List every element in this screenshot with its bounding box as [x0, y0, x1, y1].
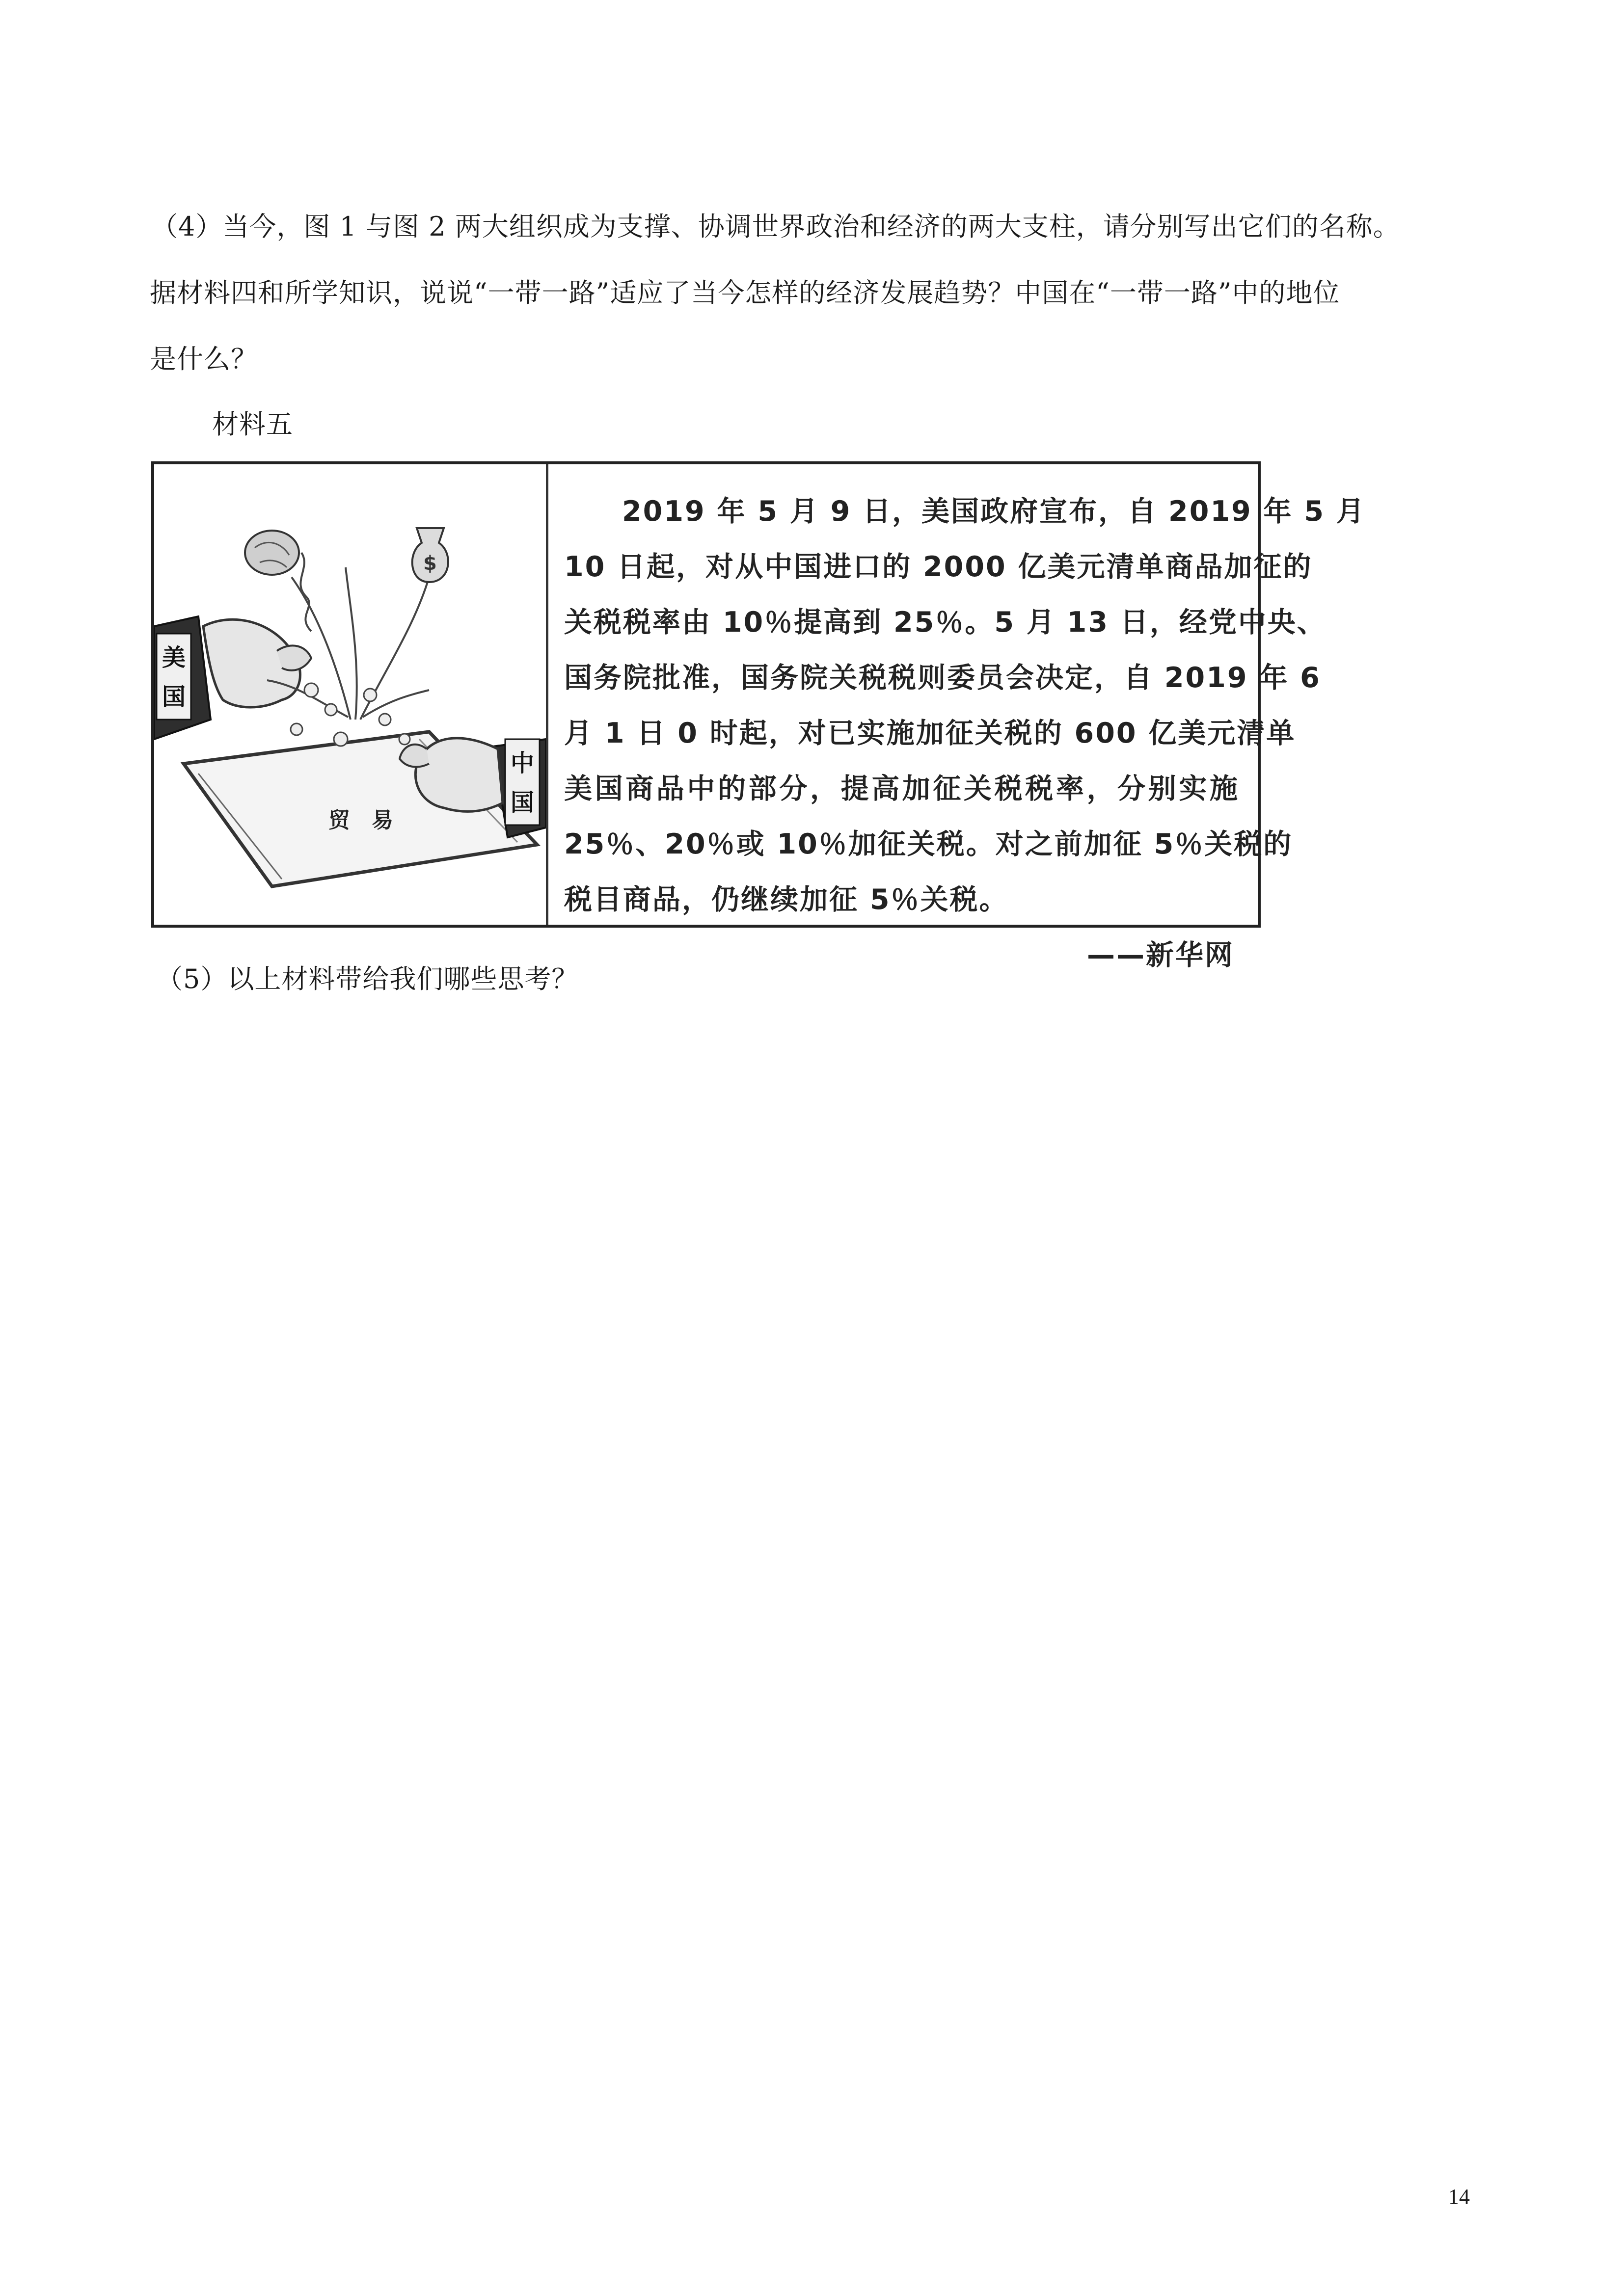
news-line-6: 美国商品中的部分，提高加征关税税率，分别实施 [564, 773, 1239, 805]
news-line-1: 2019 年 5 月 9 日，美国政府宣布，自 2019 年 5 月 [622, 495, 1366, 528]
news-excerpt [564, 484, 1366, 983]
trade-war-cartoon [154, 464, 546, 925]
news-source: ——新华网 [1087, 939, 1234, 971]
right-hand [415, 738, 503, 812]
china-label-char-2: 国 [511, 789, 535, 816]
news-line-5: 月 1 日 0 时起，对已实施加征关税的 600 亿美元清单 [564, 717, 1296, 749]
svg-text:$: $ [423, 552, 437, 575]
question-5: （5）以上材料带给我们哪些思考？ [156, 963, 579, 994]
material-5-label: 材料五 [212, 409, 293, 440]
material-divider [546, 464, 548, 925]
question-4-line-1: （4）当今，图 1 与图 2 两大组织成为支撑、协调世界政治和经济的两大支柱，请分别写出它们的名称。 [151, 211, 1400, 242]
news-line-4: 国务院批准，国务院关税税则委员会决定，自 2019 年 6 [564, 662, 1321, 694]
material-5-box [151, 461, 1366, 971]
news-line-3: 关税税率由 10％提高到 25％。5 月 13 日，经党中央、 [564, 606, 1326, 639]
trade-label: 贸 易 [328, 808, 393, 833]
page-number: 14 [1448, 2185, 1470, 2209]
news-line-7: 25％、20％或 10％加征关税。对之前加征 5％关税的 [564, 828, 1293, 860]
question-4-line-3: 是什么？ [150, 344, 258, 374]
question-4-line-2: 据材料四和所学知识，说说“一带一路”适应了当今怎样的经济发展趋势？中国在“一带一路”中的地位 [150, 277, 1340, 308]
china-label-char-1: 中 [511, 749, 535, 777]
news-line-8: 税目商品，仍继续加征 5％关税。 [564, 883, 1009, 916]
crumpled-ball [245, 531, 299, 575]
usa-label-char-1: 美 [162, 644, 186, 671]
usa-label-char-2: 国 [162, 683, 186, 711]
news-line-2: 10 日起，对从中国进口的 2000 亿美元清单商品加征的 [564, 551, 1313, 583]
